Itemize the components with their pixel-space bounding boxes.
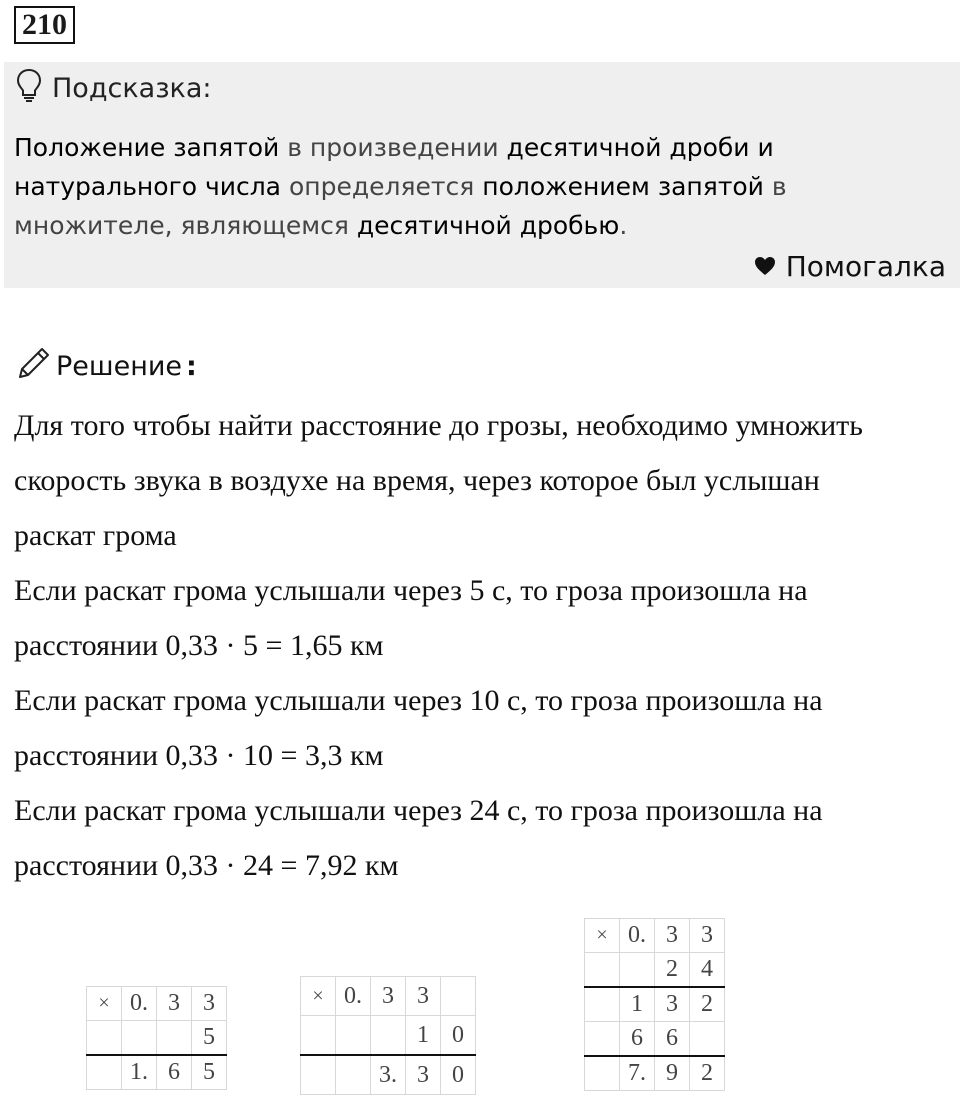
grid-cell: 1	[620, 987, 655, 1022]
grid-cell	[585, 953, 620, 988]
grid-cell	[301, 1016, 336, 1056]
grid-cell	[122, 1021, 157, 1056]
hint-title: Подсказка:	[52, 72, 212, 104]
grid-cell: 1.	[122, 1055, 157, 1090]
hint-segment: .	[619, 211, 628, 240]
grid-cell	[441, 977, 476, 1016]
hint-segment: в множителе, являющемся	[14, 172, 787, 240]
hint-text	[14, 128, 944, 245]
grid-cell: 7.	[620, 1056, 655, 1091]
solution-title: Решение	[56, 350, 183, 382]
grid-cell: 5	[192, 1055, 227, 1090]
calculation-grid-2	[300, 976, 476, 1095]
task-number: 210	[14, 6, 75, 44]
calculation-grid-1	[86, 986, 227, 1090]
grid-cell	[336, 1055, 371, 1095]
grid-cell: 3	[371, 977, 406, 1016]
hint-segment: Положение запятой	[14, 133, 280, 162]
hint-segment: в произведении	[279, 133, 507, 162]
grid-cell: 3.	[371, 1055, 406, 1095]
grid-cell: 0.	[122, 987, 157, 1021]
grid-cell: 2	[690, 987, 725, 1022]
grid-cell: 0	[441, 1055, 476, 1095]
grid-cell: 2	[690, 1056, 725, 1091]
grid-cell: 3	[192, 987, 227, 1021]
grid-cell: 1	[406, 1016, 441, 1056]
grid-cell: 6	[620, 1022, 655, 1057]
multiply-sign: ×	[301, 977, 336, 1016]
grid-cell: 6	[157, 1055, 192, 1090]
grid-cell	[87, 1055, 122, 1090]
solution-line: Если раскат грома услышали через 24 с, то гроза произошла на	[14, 794, 823, 827]
grid-cell: 0.	[620, 919, 655, 953]
hint-segment: десятичной дроби и натурального числа	[14, 133, 774, 201]
grid-cell: 4	[690, 953, 725, 988]
grid-cell: 3	[157, 987, 192, 1021]
solution-colon: :	[186, 350, 197, 382]
solution-line: раскат грома	[14, 519, 177, 552]
grid-cell: 3	[406, 977, 441, 1016]
pencil-icon	[16, 345, 52, 388]
solution-text	[14, 398, 954, 893]
grid-cell: 6	[655, 1022, 690, 1057]
hint-segment: положением запятой	[482, 172, 764, 201]
hint-header	[16, 66, 212, 110]
grid-cell	[157, 1021, 192, 1056]
multiply-sign: ×	[87, 987, 122, 1021]
grid-cell: 9	[655, 1056, 690, 1091]
calculation-grid-3	[584, 918, 725, 1091]
solution-line: расстоянии 0,33 · 24 = 7,92 км	[14, 849, 399, 882]
grid-cell	[585, 1056, 620, 1091]
solution-line: скорость звука в воздухе на время, через которое был услышан	[14, 464, 820, 497]
grid-cell	[620, 953, 655, 988]
solution-line: расстоянии 0,33 · 5 = 1,65 км	[14, 629, 384, 662]
grid-cell	[690, 1022, 725, 1057]
solution-header	[16, 344, 197, 388]
grid-cell: 5	[192, 1021, 227, 1056]
multiply-sign: ×	[585, 919, 620, 953]
grid-cell: 0.	[336, 977, 371, 1016]
grid-cell: 3	[655, 919, 690, 953]
grid-cell	[585, 987, 620, 1022]
solution-line: Для того чтобы найти расстояние до грозы, необходимо умножить	[14, 409, 863, 442]
hint-segment: десятичной дробью	[356, 211, 620, 240]
grid-cell	[371, 1016, 406, 1056]
grid-cell	[336, 1016, 371, 1056]
grid-cell: 3	[655, 987, 690, 1022]
solution-line: расстоянии 0,33 · 10 = 3,3 км	[14, 739, 384, 772]
solution-line: Если раскат грома услышали через 10 с, то гроза произошла на	[14, 684, 823, 717]
grid-cell	[301, 1055, 336, 1095]
solution-line: Если раскат грома услышали через 5 с, то гроза произошла на	[14, 574, 808, 607]
heart-icon	[754, 250, 776, 283]
grid-cell: 3	[406, 1055, 441, 1095]
grid-cell: 0	[441, 1016, 476, 1056]
grid-cell	[87, 1021, 122, 1056]
credit	[754, 246, 946, 286]
credit-label: Помогалка	[785, 249, 946, 283]
lightbulb-icon	[16, 68, 42, 109]
grid-cell: 2	[655, 953, 690, 988]
grid-cell	[585, 1022, 620, 1057]
hint-segment: определяется	[281, 172, 483, 201]
grid-cell: 3	[690, 919, 725, 953]
